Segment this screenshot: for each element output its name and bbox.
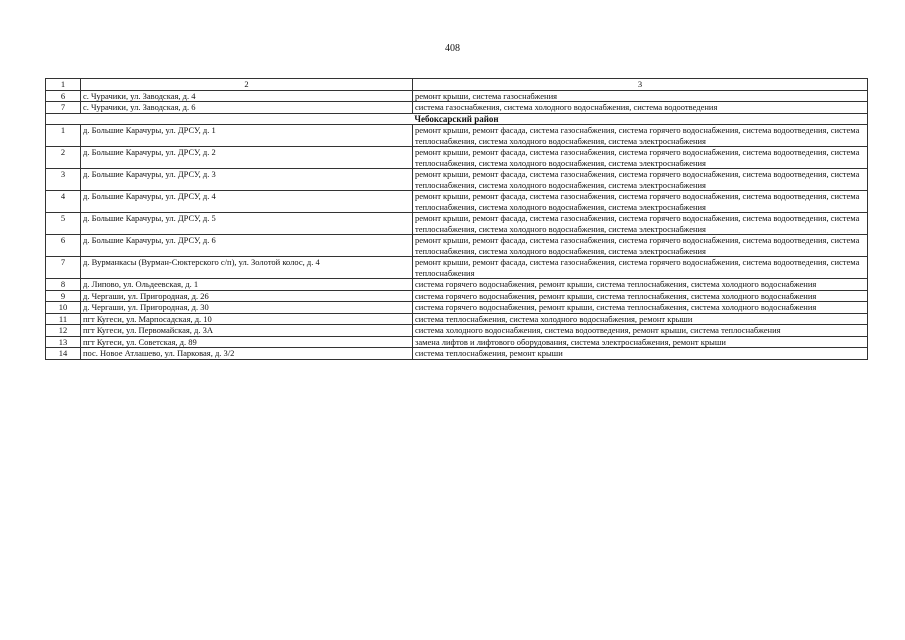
row-number: 6 — [46, 235, 81, 257]
works-cell: ремонт крыши, ремонт фасада, система газоснабжения, система горячего водоснабжения, система водоотведения, система теплоснабжения, система холодного водоснабжения, система электроснабжения — [413, 235, 868, 257]
table-row — [46, 290, 868, 302]
row-number: 13 — [46, 336, 81, 348]
works-cell: система теплоснабжения, система холодного водоснабжения, ремонт крыши — [413, 313, 868, 325]
address-cell: д. Большие Карачуры, ул. ДРСУ, д. 1 — [81, 125, 413, 147]
address-cell: с. Чурачики, ул. Заводская, д. 6 — [81, 102, 413, 114]
row-number: 7 — [46, 102, 81, 114]
row-number: 14 — [46, 348, 81, 360]
works-cell: замена лифтов и лифтового оборудования, система электроснабжения, ремонт крыши — [413, 336, 868, 348]
address-cell: д. Большие Карачуры, ул. ДРСУ, д. 6 — [81, 235, 413, 257]
row-number: 10 — [46, 302, 81, 314]
address-cell: д. Большие Карачуры, ул. ДРСУ, д. 2 — [81, 147, 413, 169]
column-number-row — [46, 79, 868, 91]
table-row — [46, 279, 868, 291]
column-number: 3 — [413, 79, 868, 91]
works-table — [45, 78, 868, 360]
address-cell: д. Большие Карачуры, ул. ДРСУ, д. 4 — [81, 191, 413, 213]
address-cell: д. Чергаши, ул. Пригородная, д. 26 — [81, 290, 413, 302]
address-cell: д. Большие Карачуры, ул. ДРСУ, д. 5 — [81, 213, 413, 235]
address-cell: пгт Кугеси, ул. Марпосадская, д. 10 — [81, 313, 413, 325]
column-number: 2 — [81, 79, 413, 91]
works-cell: система газоснабжения, система холодного водоснабжения, система водоотведения — [413, 102, 868, 114]
table-row — [46, 336, 868, 348]
row-number: 9 — [46, 290, 81, 302]
works-cell: ремонт крыши, ремонт фасада, система газоснабжения, система горячего водоснабжения, система водоотведения, система теплоснабжения — [413, 257, 868, 279]
table-row — [46, 348, 868, 360]
table-row — [46, 102, 868, 114]
row-number: 12 — [46, 325, 81, 337]
table-row — [46, 302, 868, 314]
row-number: 6 — [46, 90, 81, 102]
works-cell: система теплоснабжения, ремонт крыши — [413, 348, 868, 360]
row-number: 3 — [46, 169, 81, 191]
table-row — [46, 235, 868, 257]
address-cell: д. Липово, ул. Ольдеевская, д. 1 — [81, 279, 413, 291]
address-cell: пос. Новое Атлашево, ул. Парковая, д. 3/2 — [81, 348, 413, 360]
works-cell: ремонт крыши, ремонт фасада, система газоснабжения, система горячего водоснабжения, система водоотведения, система теплоснабжения, система холодного водоснабжения, система электроснабжения — [413, 169, 868, 191]
row-number: 2 — [46, 147, 81, 169]
works-cell: система горячего водоснабжения, ремонт крыши, система теплоснабжения, система холодного водоснабжения — [413, 290, 868, 302]
works-cell: ремонт крыши, система газоснабжения — [413, 90, 868, 102]
table-row — [46, 90, 868, 102]
row-number: 7 — [46, 257, 81, 279]
address-cell: пгт Кугеси, ул. Первомайская, д. 3А — [81, 325, 413, 337]
address-cell: д. Большие Карачуры, ул. ДРСУ, д. 3 — [81, 169, 413, 191]
works-cell: система холодного водоснабжения, система водоотведения, ремонт крыши, система теплоснабжения — [413, 325, 868, 337]
section-row — [46, 113, 868, 125]
section-title: Чебоксарский район — [46, 113, 868, 125]
table-row — [46, 169, 868, 191]
table-row — [46, 147, 868, 169]
column-number: 1 — [46, 79, 81, 91]
table-row — [46, 325, 868, 337]
works-cell: ремонт крыши, ремонт фасада, система газоснабжения, система горячего водоснабжения, система водоотведения, система теплоснабжения, система холодного водоснабжения, система электроснабжения — [413, 191, 868, 213]
row-number: 11 — [46, 313, 81, 325]
address-cell: пгт Кугеси, ул. Советская, д. 89 — [81, 336, 413, 348]
works-cell: ремонт крыши, ремонт фасада, система газоснабжения, система горячего водоснабжения, система водоотведения, система теплоснабжения, система холодного водоснабжения, система электроснабжения — [413, 213, 868, 235]
row-number: 1 — [46, 125, 81, 147]
works-cell: ремонт крыши, ремонт фасада, система газоснабжения, система горячего водоснабжения, система водоотведения, система теплоснабжения, система холодного водоснабжения, система электроснабжения — [413, 147, 868, 169]
table-row — [46, 257, 868, 279]
address-cell: с. Чурачики, ул. Заводская, д. 4 — [81, 90, 413, 102]
table-row — [46, 213, 868, 235]
row-number: 4 — [46, 191, 81, 213]
row-number: 8 — [46, 279, 81, 291]
page-number: 408 — [445, 43, 460, 54]
table-row — [46, 191, 868, 213]
address-cell: д. Чергаши, ул. Пригородная, д. 30 — [81, 302, 413, 314]
works-cell: система горячего водоснабжения, ремонт крыши, система теплоснабжения, система холодного водоснабжения — [413, 302, 868, 314]
works-cell: система горячего водоснабжения, ремонт крыши, система теплоснабжения, система холодного водоснабжения — [413, 279, 868, 291]
address-cell: д. Вурманкасы (Вурман-Сюктерского с/п), ул. Золотой колос, д. 4 — [81, 257, 413, 279]
table-row — [46, 313, 868, 325]
row-number: 5 — [46, 213, 81, 235]
works-cell: ремонт крыши, ремонт фасада, система газоснабжения, система горячего водоснабжения, система водоотведения, система теплоснабжения, система холодного водоснабжения, система электроснабжения — [413, 125, 868, 147]
table-row — [46, 125, 868, 147]
